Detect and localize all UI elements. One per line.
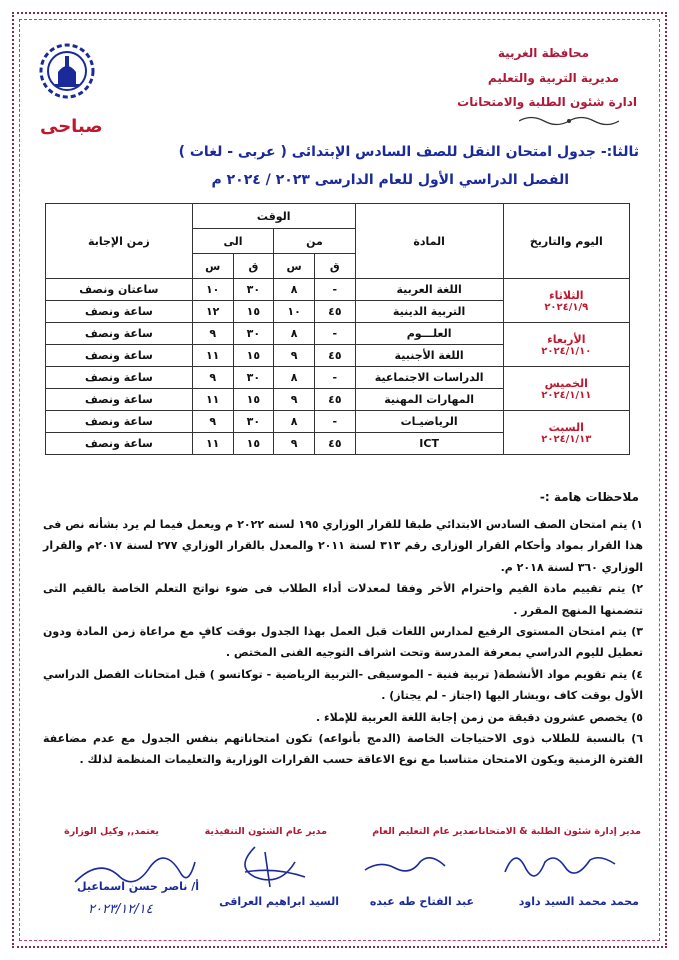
from-minute-cell: - (314, 279, 355, 301)
signature-title-4: يعتمد,, وكيل الوزارة (64, 826, 159, 837)
to-minute-cell: ١٥ (233, 345, 274, 367)
from-hour-cell: ٨ (274, 411, 315, 433)
duration-cell: ساعة ونصف (46, 301, 193, 323)
header-day-date: اليوم والتاريخ (503, 204, 629, 279)
to-minute-cell: ١٥ (233, 301, 274, 323)
from-minute-cell: ٤٥ (314, 389, 355, 411)
to-minute-cell: ١٥ (233, 389, 274, 411)
duration-cell: ساعة ونصف (46, 433, 193, 455)
note-item: ٢) يتم تقييم مادة القيم واحترام الأخر وفقا لمعدلات أداء الطلاب فى ضوء نواتج التعلم الخاصة بالقيم التى تتضمنها المنهج المقرر . (43, 582, 643, 617)
to-hour-cell: ١١ (192, 433, 233, 455)
ornament-divider-icon (519, 114, 619, 128)
from-minute-cell: ٤٥ (314, 345, 355, 367)
duration-cell: ساعتان ونصف (46, 279, 193, 301)
to-minute-cell: ٣٠ (233, 411, 274, 433)
schedule-subtitle: الفصل الدراسي الأول للعام الدارسى ٢٠٢٣ / ٢٠٢٤ م (211, 172, 569, 188)
table-row (46, 411, 630, 433)
signature-title-1: مدير إدارة شئون الطلبة & الامتحانات (468, 826, 641, 837)
to-minute-cell: ٣٠ (233, 323, 274, 345)
note-item: ٥) يخصص عشرون دقيقة من زمن إجابة اللغة العربية للإملاء . (316, 710, 643, 724)
subject-cell: الدراسات الاجتماعية (355, 367, 503, 389)
exam-date: ٢٠٢٤/١/٩ (544, 301, 589, 313)
to-minute-cell: ١٥ (233, 433, 274, 455)
header-to-minute: ق (233, 254, 274, 279)
from-minute-cell: - (314, 367, 355, 389)
duration-cell: ساعة ونصف (46, 323, 193, 345)
schedule-title: ثالثا:- جدول امتحان النقل للصف السادس الإبتدائى ( عربى - لغات ) (178, 144, 639, 160)
day-name: الخميس (544, 376, 588, 390)
signature-name-4: أ/ ناصر حسن اسماعيل (77, 880, 199, 893)
header-duration: زمن الإجابة (46, 204, 193, 279)
exam-schedule-table (45, 203, 630, 455)
day-date-cell (503, 323, 629, 367)
day-name: الثلاثاء (548, 288, 584, 302)
to-hour-cell: ١١ (192, 389, 233, 411)
table-row (46, 323, 630, 345)
from-hour-cell: ٩ (274, 389, 315, 411)
from-hour-cell: ٨ (274, 367, 315, 389)
signature-name-1: محمد محمد السيد داود (518, 895, 639, 908)
to-minute-cell: ٣٠ (233, 279, 274, 301)
signature-scribble-icon (360, 842, 450, 882)
header-to-hour: س (192, 254, 233, 279)
from-hour-cell: ٨ (274, 279, 315, 301)
ministry-logo-icon (38, 42, 96, 100)
note-item: ١) يتم امتحان الصف السادس الابتدائي طبقا للقرار الوزاري ١٩٥ لسنه ٢٠٢٢ م ويعمل فيما لم يرد بشأنه نص فى هذا القرار بمواد وأحكام القرار الوزارى رقم ٣١٣ لسنة ٢٠١١ والمعدل بالقرار الوزاري ٢٧٧ لسنة ٢٠١٧م والقرار الوزاري ٣٦٠ لسنة ٢٠١٨ م. (43, 518, 644, 574)
from-hour-cell: ١٠ (274, 301, 315, 323)
header-to: الى (192, 229, 273, 254)
to-hour-cell: ١٢ (192, 301, 233, 323)
note-item: ٤) يتم تقويم مواد الأنشطة( تربية فنية - الموسيقى -التربية الرياضية - توكاتسو ) قبل امتحانات الفصل الدراسي الأول بوقت كاف ،ويشار اليها (اجتاز - لم يجتاز) . (43, 667, 643, 703)
signature-name-3: السيد ابراهيم العراقى (219, 895, 339, 908)
note-item: ٣) يتم امتحان المستوى الرفيع لمدارس اللغات قبل العمل بهذا الجدول بوقت كافٍ مع مراعاة زمن المادة ودون تعطيل لليوم الدراسي بمعرفة المدرسة وتحت اشراف التوجيه الفنى المختص . (43, 625, 643, 660)
from-minute-cell: - (314, 323, 355, 345)
exam-date: ٢٠٢٤/١/١١ (541, 389, 592, 401)
day-date-cell (503, 279, 629, 323)
day-name: السبت (548, 420, 584, 434)
subject-cell: ICT (355, 433, 503, 455)
to-hour-cell: ٩ (192, 367, 233, 389)
signature-title-3: مدير عام الشئون التنفيذية (204, 826, 327, 837)
signature-scribble-icon (500, 842, 620, 882)
signature-scribble-icon (225, 842, 315, 892)
header-time: الوقت (192, 204, 355, 229)
duration-cell: ساعة ونصف (46, 411, 193, 433)
header-subject: المادة (355, 204, 503, 279)
duration-cell: ساعة ونصف (46, 345, 193, 367)
duration-cell: ساعة ونصف (46, 389, 193, 411)
subject-cell: اللغة العربية (355, 279, 503, 301)
exam-date: ٢٠٢٤/١/١٠ (541, 345, 592, 357)
signature-name-2: عبد الفتاح طه عبده (369, 895, 474, 908)
subject-cell: التربية الدينية (355, 301, 503, 323)
day-name: الأربعاء (547, 332, 586, 346)
header-from-minute: ق (314, 254, 355, 279)
to-hour-cell: ١١ (192, 345, 233, 367)
signature-title-2: مدير عام التعليم العام (372, 826, 474, 837)
exam-date: ٢٠٢٤/١/١٣ (541, 433, 592, 445)
subject-cell: العلـــوم (355, 323, 503, 345)
from-hour-cell: ٨ (274, 323, 315, 345)
from-minute-cell: - (314, 411, 355, 433)
from-minute-cell: ٤٥ (314, 433, 355, 455)
table-row (46, 279, 630, 301)
directorate-name: مديرية التربية والتعليم (487, 71, 619, 85)
table-row (46, 367, 630, 389)
note-item: ٦) بالنسبة للطلاب ذوى الاحتياجات الخاصة (الدمج بأنواعه) تكون امتحاناتهم بنفس الجدول مع عدم مضاعفة الفترة الزمنية ويكون الامتحان متناسبا مع نوع الاعاقة حسب القرارات الوزارية والتعليمات المنظمة لذلك . (43, 732, 643, 767)
subject-cell: اللغة الأجنبية (355, 345, 503, 367)
handwritten-date: ٢٠٢٣/١٢/١٤ (88, 902, 153, 917)
department-name: ادارة شئون الطلبة والامتحانات (457, 95, 637, 109)
day-date-cell (503, 367, 629, 411)
header-from-hour: س (274, 254, 315, 279)
from-hour-cell: ٩ (274, 345, 315, 367)
notes-list (43, 514, 643, 771)
subject-cell: الرياضيـات (355, 411, 503, 433)
governorate-name: محافظة الغربية (497, 46, 589, 60)
subject-cell: المهارات المهنية (355, 389, 503, 411)
duration-cell: ساعة ونصف (46, 367, 193, 389)
notes-title: ملاحظات هامة :- (539, 490, 639, 504)
header-from: من (274, 229, 355, 254)
from-hour-cell: ٩ (274, 433, 315, 455)
day-date-cell (503, 411, 629, 455)
to-hour-cell: ١٠ (192, 279, 233, 301)
to-minute-cell: ٣٠ (233, 367, 274, 389)
to-hour-cell: ٩ (192, 411, 233, 433)
to-hour-cell: ٩ (192, 323, 233, 345)
shift-label: صباحى (40, 116, 103, 137)
from-minute-cell: ٤٥ (314, 301, 355, 323)
